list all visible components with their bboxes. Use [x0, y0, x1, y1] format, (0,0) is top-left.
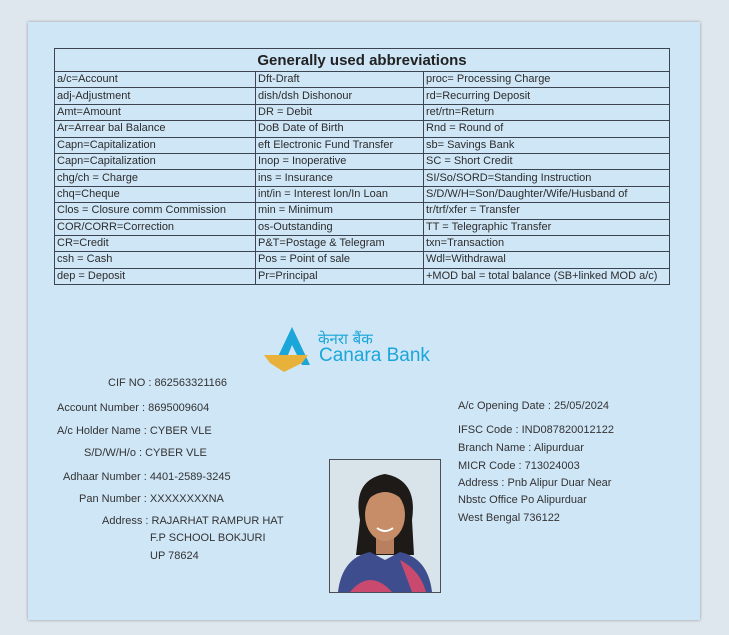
abbreviation-cell: txn=Transaction: [424, 235, 670, 251]
abbreviation-cell: P&T=Postage & Telegram: [256, 235, 424, 251]
account-holder-name: A/c Holder Name : CYBER VLE: [57, 425, 212, 437]
branch-address-line3: West Bengal 736122: [458, 512, 560, 524]
abbreviation-cell: DoB Date of Birth: [256, 121, 424, 137]
branch-address-line1: Address : Pnb Alipur Duar Near: [458, 477, 612, 489]
abbreviation-cell: COR/CORR=Correction: [55, 219, 256, 235]
abbreviations-table: [54, 48, 670, 285]
abbreviation-cell: +MOD bal = total balance (SB+linked MOD a/c): [424, 268, 670, 284]
table-row: [55, 203, 670, 219]
abbreviation-cell: sb= Savings Bank: [424, 137, 670, 153]
abbreviation-cell: csh = Cash: [55, 252, 256, 268]
abbreviation-cell: Clos = Closure comm Commission: [55, 203, 256, 219]
abbreviation-cell: Ar=Arrear bal Balance: [55, 121, 256, 137]
table-row: [55, 219, 670, 235]
pan-number: Pan Number : XXXXXXXXNA: [79, 493, 224, 505]
abbreviation-cell: proc= Processing Charge: [424, 72, 670, 88]
abbreviation-cell: Wdl=Withdrawal: [424, 252, 670, 268]
abbreviation-cell: chq=Cheque: [55, 186, 256, 202]
abbreviation-cell: ret/rtn=Return: [424, 104, 670, 120]
abbreviation-cell: Pos = Point of sale: [256, 252, 424, 268]
abbreviation-cell: rd=Recurring Deposit: [424, 88, 670, 104]
table-row: [55, 170, 670, 186]
triangle-logo-icon: [262, 325, 322, 373]
branch-name: Branch Name : Alipurduar: [458, 442, 584, 454]
abbreviation-cell: int/in = Interest lon/In Loan: [256, 186, 424, 202]
abbreviation-cell: Capn=Capitalization: [55, 153, 256, 169]
abbreviation-cell: Amt=Amount: [55, 104, 256, 120]
abbreviation-cell: min = Minimum: [256, 203, 424, 219]
abbreviation-cell: ins = Insurance: [256, 170, 424, 186]
abbreviation-cell: TT = Telegraphic Transfer: [424, 219, 670, 235]
abbreviation-cell: Capn=Capitalization: [55, 137, 256, 153]
account-number: Account Number : 8695009604: [57, 402, 210, 414]
abbreviation-cell: dep = Deposit: [55, 268, 256, 284]
customer-address-line2: F.P SCHOOL BOKJURI: [150, 532, 266, 544]
abbreviation-cell: Dft-Draft: [256, 72, 424, 88]
abbreviation-cell: os-Outstanding: [256, 219, 424, 235]
abbreviation-cell: DR = Debit: [256, 104, 424, 120]
canara-bank-logo: [262, 325, 442, 375]
abbreviation-cell: Pr=Principal: [256, 268, 424, 284]
account-holder-photo: [329, 459, 441, 593]
passbook-page: [28, 22, 700, 620]
table-row: [55, 121, 670, 137]
abbreviation-cell: Inop = Inoperative: [256, 153, 424, 169]
abbreviation-cell: SI/So/SORD=Standing Instruction: [424, 170, 670, 186]
table-row: [55, 235, 670, 251]
table-row: [55, 88, 670, 104]
abbreviation-cell: tr/trf/xfer = Transfer: [424, 203, 670, 219]
ifsc-code: IFSC Code : IND087820012122: [458, 424, 614, 436]
abbreviation-cell: Rnd = Round of: [424, 121, 670, 137]
abbreviation-cell: SC = Short Credit: [424, 153, 670, 169]
abbreviation-cell: eft Electronic Fund Transfer: [256, 137, 424, 153]
micr-code: MICR Code : 713024003: [458, 460, 580, 472]
table-row: [55, 268, 670, 284]
abbreviation-cell: dish/dsh Dishonour: [256, 88, 424, 104]
table-row: [55, 153, 670, 169]
cif-number: CIF NO : 862563321166: [108, 377, 228, 389]
table-title: Generally used abbreviations: [55, 49, 670, 72]
branch-address-line2: Nbstc Office Po Alipurduar: [458, 494, 587, 506]
abbreviation-cell: CR=Credit: [55, 235, 256, 251]
logo-hindi-text: केनरा बैंक: [318, 330, 373, 348]
table-row: [55, 186, 670, 202]
table-row: [55, 137, 670, 153]
abbreviation-cell: adj-Adjustment: [55, 88, 256, 104]
person-photo-icon: [330, 460, 440, 592]
abbreviation-cell: a/c=Account: [55, 72, 256, 88]
aadhaar-number: Adhaar Number : 4401-2589-3245: [63, 471, 231, 483]
customer-address-line3: UP 78624: [150, 550, 199, 562]
logo-english-text: Canara Bank: [319, 345, 430, 366]
relation-name: S/D/W/H/o : CYBER VLE: [84, 447, 207, 459]
customer-address-line1: Address : RAJARHAT RAMPUR HAT: [102, 515, 284, 527]
table-row: [55, 104, 670, 120]
table-row: [55, 252, 670, 268]
account-opening-date: A/c Opening Date : 25/05/2024: [458, 400, 610, 412]
abbreviation-cell: S/D/W/H=Son/Daughter/Wife/Husband of: [424, 186, 670, 202]
table-row: [55, 72, 670, 88]
abbreviation-cell: chg/ch = Charge: [55, 170, 256, 186]
